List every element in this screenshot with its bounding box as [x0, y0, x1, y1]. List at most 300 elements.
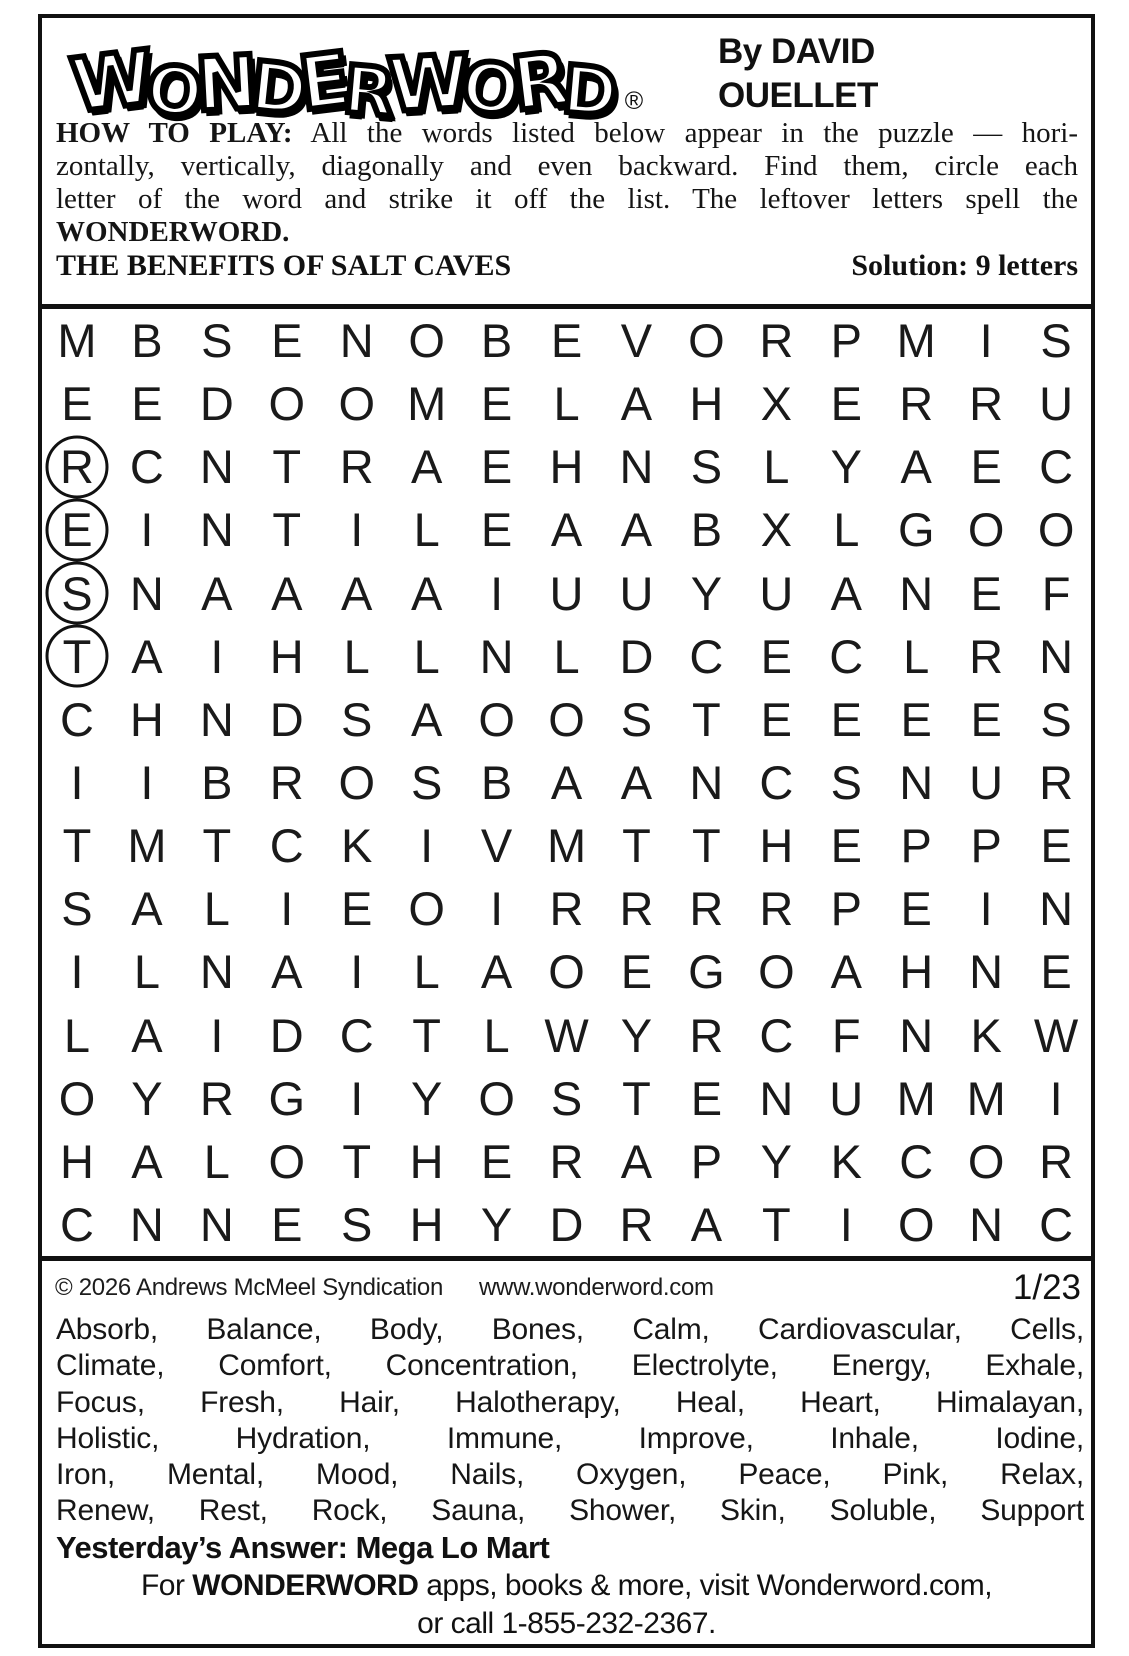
grid-row: [42, 877, 1091, 940]
grid-cell: [532, 562, 602, 625]
grid-letter: S: [201, 314, 233, 368]
grid-cell: [881, 1130, 951, 1193]
grid-letter: R: [759, 882, 794, 936]
grid-cell: [42, 562, 112, 625]
grid-letter: O: [1037, 503, 1075, 557]
grid-cell: [951, 1004, 1021, 1067]
grid-letter: E: [480, 440, 513, 494]
grid-letter: B: [690, 503, 723, 557]
grid-cell: [881, 498, 951, 561]
grid-letter: T: [202, 819, 232, 873]
grid-letter: R: [969, 377, 1004, 431]
how-to-play-line: [56, 150, 1078, 183]
how-to-play: [56, 117, 1078, 249]
grid-letter: O: [58, 1071, 96, 1125]
grid-letter: P: [900, 819, 932, 873]
grid-cell: [532, 1004, 602, 1067]
grid-letter: I: [140, 503, 154, 557]
grid-letter: A: [410, 440, 443, 494]
grid-cell: [182, 751, 252, 814]
grid-cell: [532, 625, 602, 688]
grid-letter: T: [692, 819, 721, 873]
grid-letter: I: [490, 882, 504, 936]
grid-cell: [671, 1130, 741, 1193]
grid-letter: E: [970, 692, 1002, 746]
word-list: [56, 1312, 1084, 1530]
grid-letter: D: [269, 692, 304, 746]
grid-cell: [112, 435, 182, 498]
word-list-line: Holistic, Hydration, Immune, Improve, Inhale, Iodine,: [56, 1421, 1084, 1455]
grid-cell: [392, 309, 462, 372]
grid-cell: [462, 814, 532, 877]
grid-cell: [112, 309, 182, 372]
logo-letter: E: [294, 35, 356, 128]
grid-letter: H: [549, 440, 584, 494]
grid-cell: [532, 1130, 602, 1193]
grid-cell: [252, 625, 322, 688]
grid-letter: P: [690, 1134, 723, 1188]
grid-letter: O: [548, 945, 585, 999]
grid-cell: [322, 1193, 392, 1256]
grid-letter: L: [413, 503, 440, 557]
website-text: www.wonderword.com: [479, 1274, 714, 1301]
promo-text: apps, books & more, visit Wonderword.com,: [418, 1569, 993, 1602]
grid-letter: C: [59, 1198, 94, 1252]
grid-row: [42, 1004, 1091, 1067]
grid-letter: A: [201, 566, 233, 620]
grid-cell: [322, 814, 392, 877]
grid-cell: [811, 1004, 881, 1067]
wonderword-logo: [66, 34, 621, 133]
grid-letter: E: [760, 692, 793, 746]
promo-text: For: [140, 1569, 193, 1602]
grid-cell: [462, 435, 532, 498]
grid-cell: [951, 372, 1021, 435]
grid-cell: [951, 751, 1021, 814]
grid-letter: R: [549, 1134, 584, 1188]
grid-letter: A: [830, 945, 862, 999]
grid-row: [42, 1067, 1091, 1130]
grid-letter: L: [903, 629, 930, 683]
grid-cell: [392, 1004, 462, 1067]
grid-letter: O: [548, 692, 585, 746]
grid-letter: L: [483, 1008, 510, 1062]
promo-line1: [42, 1569, 1091, 1603]
how-to-play-text: All the words listed below appear in the puzzle — hori-: [292, 117, 1079, 149]
grid-cell: [602, 435, 672, 498]
grid-letter: O: [688, 314, 725, 368]
grid-letter: U: [549, 566, 584, 620]
grid-letter: E: [341, 882, 373, 936]
registered-trademark-icon: ®: [624, 87, 644, 115]
grid-cell: [671, 814, 741, 877]
grid-letter: S: [341, 692, 373, 746]
grid-cell: [322, 562, 392, 625]
grid-cell: [811, 1193, 881, 1256]
grid-letter: E: [271, 314, 303, 368]
grid-letter: E: [480, 503, 513, 557]
grid-cell: [1021, 877, 1091, 940]
grid-letter: C: [339, 1008, 374, 1062]
grid-cell: [112, 562, 182, 625]
grid-letter: S: [61, 882, 93, 936]
grid-letter: A: [410, 692, 443, 746]
grid-cell: [392, 498, 462, 561]
grid-cell: [951, 814, 1021, 877]
grid-cell: [951, 1067, 1021, 1130]
grid-letter: H: [59, 1134, 94, 1188]
grid-letter: A: [830, 566, 862, 620]
grid-cell: [112, 1004, 182, 1067]
grid-letter: A: [620, 503, 653, 557]
grid-cell: [112, 1067, 182, 1130]
grid-cell: [811, 435, 881, 498]
grid-letter: M: [546, 819, 587, 873]
logo-letter: W: [66, 34, 159, 130]
grid-cell: [42, 751, 112, 814]
circled-grid-letter: E: [61, 503, 93, 557]
grid-cell: [112, 877, 182, 940]
how-to-play-text: WONDERWORD.: [56, 216, 290, 248]
grid-cell: [112, 498, 182, 561]
grid-cell: [182, 1130, 252, 1193]
grid-cell: [532, 688, 602, 751]
grid-letter: R: [619, 1198, 654, 1252]
grid-cell: [741, 940, 811, 1003]
grid-cell: [881, 877, 951, 940]
grid-cell: [741, 372, 811, 435]
grid-letter: W: [544, 1008, 589, 1062]
grid-cell: [322, 688, 392, 751]
grid-cell: [42, 1067, 112, 1130]
grid-letter: C: [269, 819, 304, 873]
grid-letter: E: [690, 1071, 723, 1125]
grid-cell: [741, 814, 811, 877]
grid-cell: [741, 877, 811, 940]
grid-cell: [252, 814, 322, 877]
grid-letter: N: [199, 945, 234, 999]
how-to-play-line: [56, 216, 1078, 249]
grid-row: [42, 1130, 1091, 1193]
grid-row: [42, 309, 1091, 372]
grid-cell: [532, 814, 602, 877]
grid-letter: L: [553, 377, 580, 431]
grid-row: [42, 751, 1091, 814]
grid-cell: [1021, 1193, 1091, 1256]
letter-grid: [42, 309, 1091, 1256]
byline-line1: By DAVID: [718, 32, 875, 71]
grid-cell: [112, 751, 182, 814]
grid-letter: A: [690, 1198, 723, 1252]
grid-letter: E: [61, 377, 93, 431]
grid-letter: Y: [480, 1198, 513, 1252]
logo-letter: R: [507, 35, 575, 128]
grid-cell: [741, 498, 811, 561]
grid-letter: G: [897, 503, 935, 557]
word-list-line: Absorb, Balance, Body, Bones, Calm, Cardiovascular, Cells,: [56, 1313, 1084, 1346]
grid-cell: [182, 309, 252, 372]
grid-cell: [951, 1193, 1021, 1256]
grid-cell: [462, 625, 532, 688]
grid-letter: E: [1040, 945, 1072, 999]
grid-cell: [741, 1067, 811, 1130]
grid-cell: [252, 1004, 322, 1067]
grid-letter: H: [269, 629, 304, 683]
logo-row: [66, 24, 644, 133]
grid-cell: [392, 372, 462, 435]
grid-cell: [462, 1193, 532, 1256]
grid-letter: I: [210, 1008, 224, 1062]
grid-cell: [252, 688, 322, 751]
grid-letter: F: [831, 1008, 861, 1062]
grid-letter: D: [269, 1008, 304, 1062]
grid-cell: [881, 688, 951, 751]
grid-cell: [532, 372, 602, 435]
grid-cell: [671, 688, 741, 751]
grid-letter: R: [1039, 1134, 1074, 1188]
grid-letter: N: [759, 1071, 794, 1125]
grid-letter: N: [1039, 629, 1074, 683]
grid-letter: D: [549, 1198, 584, 1252]
puzzle-date: 1/23: [1012, 1268, 1081, 1307]
grid-letter: B: [480, 756, 513, 810]
grid-cell: [42, 877, 112, 940]
grid-cell: [42, 435, 112, 498]
grid-cell: [462, 1130, 532, 1193]
grid-cell: [182, 372, 252, 435]
grid-letter: I: [490, 566, 504, 620]
grid-letter: O: [478, 1071, 515, 1125]
grid-cell: [741, 751, 811, 814]
grid-cell: [1021, 751, 1091, 814]
grid-letter: Y: [760, 1134, 793, 1188]
grid-letter: M: [896, 1071, 936, 1125]
word-list-line: Iron, Mental, Mood, Nails, Oxygen, Peace, Pink, Relax,: [56, 1458, 1084, 1492]
grid-row: [42, 940, 1091, 1003]
circled-grid-letter: S: [61, 566, 93, 620]
grid-cell: [42, 814, 112, 877]
grid-cell: [322, 625, 392, 688]
grid-row: [42, 498, 1091, 561]
grid-bottom-divider: [42, 1256, 1091, 1261]
grid-cell: [741, 1193, 811, 1256]
logo-letter: O: [457, 47, 524, 133]
grid-cell: [392, 688, 462, 751]
grid-cell: [602, 625, 672, 688]
grid-letter: T: [62, 819, 92, 873]
grid-cell: [252, 940, 322, 1003]
grid-cell: [462, 688, 532, 751]
grid-cell: [252, 1067, 322, 1130]
grid-cell: [671, 1004, 741, 1067]
grid-cell: [112, 688, 182, 751]
grid-letter: R: [269, 756, 304, 810]
yesterday-answer: Yesterday’s Answer: Mega Lo Mart: [56, 1530, 550, 1565]
grid-letter: M: [127, 819, 167, 873]
grid-cell: [252, 498, 322, 561]
grid-letter: N: [899, 756, 934, 810]
grid-cell: [322, 877, 392, 940]
grid-letter: I: [839, 1198, 853, 1252]
grid-cell: [1021, 1130, 1091, 1193]
grid-cell: [602, 1004, 672, 1067]
grid-letter: P: [970, 819, 1002, 873]
grid-letter: B: [201, 756, 233, 810]
grid-letter: N: [199, 692, 234, 746]
grid-cell: [112, 940, 182, 1003]
grid-cell: [602, 1130, 672, 1193]
grid-letter: E: [1040, 819, 1072, 873]
grid-cell: [462, 751, 532, 814]
grid-letter: K: [830, 1134, 862, 1188]
grid-letter: I: [979, 882, 993, 936]
grid-cell: [462, 498, 532, 561]
grid-cell: [1021, 372, 1091, 435]
grid-letter: L: [63, 1008, 91, 1062]
grid-row: [42, 814, 1091, 877]
grid-letter: H: [409, 1134, 444, 1188]
logo-letter: D: [246, 47, 311, 133]
grid-letter: N: [129, 1198, 164, 1252]
grid-cell: [881, 940, 951, 1003]
grid-cell: [811, 625, 881, 688]
word-list-line: Climate, Comfort, Concentration, Electrolyte, Energy, Exhale,: [56, 1349, 1084, 1383]
grid-row: [42, 435, 1091, 498]
grid-cell: [322, 1004, 392, 1067]
grid-cell: [182, 1067, 252, 1130]
grid-cell: [532, 877, 602, 940]
grid-letter: N: [1039, 882, 1074, 936]
grid-cell: [322, 372, 392, 435]
grid-cell: [42, 372, 112, 435]
grid-letter: U: [1039, 377, 1074, 431]
grid-cell: [252, 877, 322, 940]
grid-row: [42, 625, 1091, 688]
grid-letter: C: [689, 629, 724, 683]
grid-cell: [182, 435, 252, 498]
grid-cell: [1021, 814, 1091, 877]
grid-letter: M: [407, 377, 447, 431]
grid-letter: A: [410, 566, 443, 620]
grid-cell: [671, 940, 741, 1003]
grid-letter: R: [689, 882, 724, 936]
grid-cell: [252, 751, 322, 814]
grid-letter: U: [829, 1071, 864, 1125]
grid-cell: [811, 877, 881, 940]
grid-letter: U: [619, 566, 654, 620]
grid-cell: [602, 688, 672, 751]
grid-letter: N: [339, 314, 374, 368]
grid-cell: [1021, 562, 1091, 625]
grid-letter: O: [967, 1134, 1005, 1188]
grid-cell: [1021, 309, 1091, 372]
grid-cell: [392, 1193, 462, 1256]
grid-cell: [671, 498, 741, 561]
grid-cell: [602, 877, 672, 940]
grid-letter: S: [690, 440, 723, 494]
grid-cell: [532, 1067, 602, 1130]
grid-letter: E: [480, 377, 513, 431]
grid-cell: [881, 625, 951, 688]
grid-cell: [881, 309, 951, 372]
grid-cell: [462, 877, 532, 940]
grid-cell: [322, 498, 392, 561]
grid-letter: O: [268, 1134, 306, 1188]
grid-cell: [1021, 1067, 1091, 1130]
grid-cell: [951, 1130, 1021, 1193]
grid-letter: H: [899, 945, 934, 999]
grid-letter: A: [271, 566, 303, 620]
grid-letter: E: [900, 692, 932, 746]
grid-cell: [252, 1130, 322, 1193]
grid-letter: Y: [131, 1071, 163, 1125]
grid-cell: [951, 688, 1021, 751]
grid-cell: [811, 498, 881, 561]
grid-letter: L: [343, 629, 370, 683]
word-list-line: Focus, Fresh, Hair, Halotherapy, Heal, Heart, Himalayan,: [56, 1385, 1084, 1419]
grid-letter: E: [900, 882, 932, 936]
grid-cell: [322, 751, 392, 814]
puzzle-title: THE BENEFITS OF SALT CAVES: [56, 249, 512, 282]
grid-cell: [182, 814, 252, 877]
grid-letter: C: [829, 629, 864, 683]
grid-cell: [811, 940, 881, 1003]
grid-letter: C: [1039, 1198, 1074, 1252]
how-to-play-line: [56, 117, 1078, 150]
grid-letter: S: [341, 1198, 373, 1252]
grid-cell: [951, 562, 1021, 625]
grid-cell: [811, 1067, 881, 1130]
grid-cell: [392, 751, 462, 814]
grid-cell: [951, 940, 1021, 1003]
grid-cell: [741, 625, 811, 688]
grid-cell: [602, 751, 672, 814]
byline: [718, 30, 878, 118]
grid-letter: F: [1041, 566, 1071, 620]
grid-cell: [881, 435, 951, 498]
grid-cell: [671, 751, 741, 814]
grid-cell: [602, 309, 672, 372]
how-to-play-line: [56, 183, 1078, 216]
grid-letter: I: [280, 882, 294, 936]
grid-cell: [42, 1193, 112, 1256]
grid-letter: L: [763, 440, 790, 494]
grid-letter: S: [830, 756, 862, 810]
grid-cell: [252, 309, 322, 372]
grid-letter: O: [338, 756, 375, 810]
grid-cell: [322, 435, 392, 498]
grid-letter: O: [408, 882, 445, 936]
grid-letter: S: [620, 692, 653, 746]
grid-cell: [741, 688, 811, 751]
grid-cell: [392, 435, 462, 498]
grid-cell: [182, 498, 252, 561]
grid-letter: E: [830, 377, 862, 431]
grid-cell: [392, 1130, 462, 1193]
grid-letter: D: [619, 629, 654, 683]
grid-cell: [462, 372, 532, 435]
grid-letter: O: [408, 314, 445, 368]
promo-line2: or call 1-855-232-2367.: [417, 1607, 716, 1640]
grid-letter: N: [199, 1198, 234, 1252]
circled-grid-letter: R: [59, 440, 94, 494]
grid-cell: [322, 309, 392, 372]
grid-letter: R: [689, 1008, 724, 1062]
grid-cell: [462, 1004, 532, 1067]
copyright-text: © 2026 Andrews McMeel Syndication: [55, 1274, 443, 1301]
grid-letter: H: [129, 692, 164, 746]
grid-letter: I: [70, 945, 84, 999]
